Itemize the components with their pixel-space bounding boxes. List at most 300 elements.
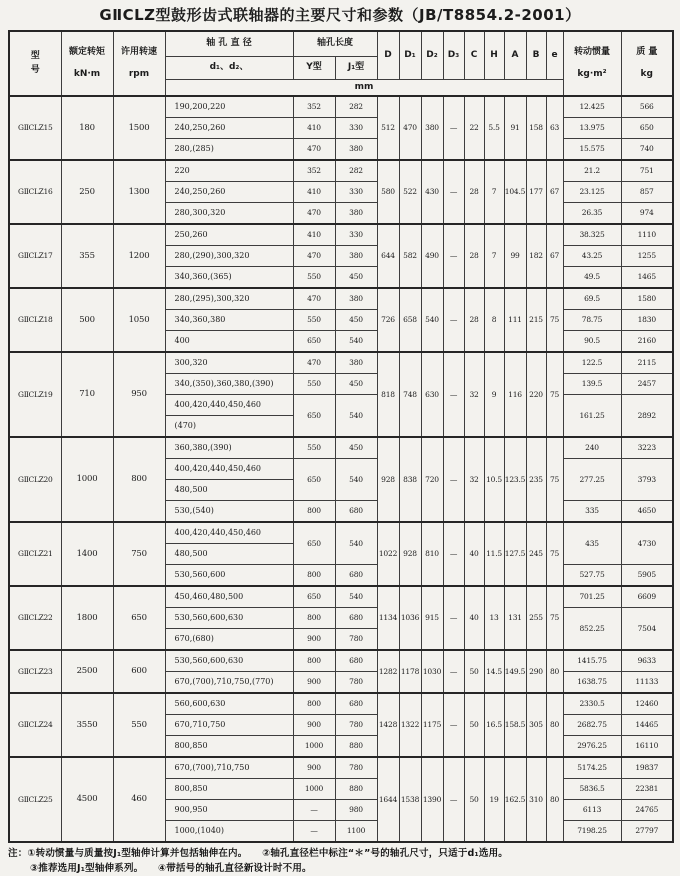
inertia-title: 转动惯量 — [574, 46, 611, 57]
speed-unit: rpm — [128, 69, 150, 79]
cell-speed: 1500 — [113, 96, 165, 160]
cell-inertia: 12.425 — [563, 96, 621, 118]
cell-length-y: 550 — [293, 310, 335, 331]
cell-length-j1: 540 — [335, 395, 377, 438]
cell-length-j1: 980 — [335, 800, 377, 821]
cell-dim-1: 1036 — [399, 586, 421, 650]
table-row — [9, 586, 673, 608]
cell-length-j1: 540 — [335, 459, 377, 501]
cell-dim-2: 490 — [421, 224, 443, 288]
cell-length-y: 410 — [293, 182, 335, 203]
cell-bore-diameters: 560,600,630 — [165, 693, 293, 715]
cell-dim-4: 50 — [464, 650, 484, 693]
col-header-mass — [621, 31, 673, 96]
cell-mass: 6609 — [621, 586, 673, 608]
cell-dim-7: 235 — [526, 437, 546, 522]
cell-length-y: 800 — [293, 501, 335, 523]
cell-inertia: 161.25 — [563, 395, 621, 438]
cell-length-j1: 380 — [335, 203, 377, 225]
cell-mass: 11133 — [621, 672, 673, 694]
cell-mass: 751 — [621, 160, 673, 182]
cell-length-y: 470 — [293, 352, 335, 374]
table-row — [9, 437, 673, 459]
cell-bore-diameters: 480,500 — [165, 480, 293, 501]
cell-speed: 550 — [113, 693, 165, 757]
col-header-dim-C: C — [464, 31, 484, 80]
cell-length-j1: 680 — [335, 650, 377, 672]
table-row — [9, 288, 673, 310]
cell-length-y: 900 — [293, 757, 335, 779]
cell-dim-5: 7 — [484, 224, 504, 288]
cell-dim-6: 131 — [504, 586, 526, 650]
col-header-model — [9, 31, 61, 96]
cell-inertia: 6113 — [563, 800, 621, 821]
cell-mass: 2160 — [621, 331, 673, 353]
cell-mass: 27797 — [621, 821, 673, 843]
cell-dim-5: 8 — [484, 288, 504, 352]
cell-dim-7: 182 — [526, 224, 546, 288]
cell-length-y: 650 — [293, 586, 335, 608]
cell-mass: 566 — [621, 96, 673, 118]
cell-dim-5: 10.5 — [484, 437, 504, 522]
cell-bore-diameters: 360,380,(390) — [165, 437, 293, 459]
cell-bore-diameters: 340,360,380 — [165, 310, 293, 331]
cell-length-y: 650 — [293, 395, 335, 438]
cell-length-j1: 330 — [335, 182, 377, 203]
cell-length-j1: 282 — [335, 96, 377, 118]
cell-dim-0: 818 — [377, 352, 399, 437]
cell-dim-3: — — [443, 288, 464, 352]
cell-dim-0: 644 — [377, 224, 399, 288]
cell-bore-diameters: 1000,(1040) — [165, 821, 293, 843]
cell-inertia: 15.575 — [563, 139, 621, 161]
cell-bore-diameters: 400 — [165, 331, 293, 353]
cell-length-y: — — [293, 821, 335, 843]
cell-dim-5: 11.5 — [484, 522, 504, 586]
cell-length-y: 410 — [293, 118, 335, 139]
cell-length-j1: 330 — [335, 224, 377, 246]
cell-dim-5: 9 — [484, 352, 504, 437]
cell-dim-6: 99 — [504, 224, 526, 288]
cell-speed: 600 — [113, 650, 165, 693]
cell-rated-torque: 1400 — [61, 522, 113, 586]
cell-bore-diameters: 480,500 — [165, 544, 293, 565]
col-header-bore-diameter: 轴 孔 直 径 — [165, 31, 293, 57]
cell-mass: 14465 — [621, 715, 673, 736]
cell-bore-diameters: 530,560,600,630 — [165, 650, 293, 672]
cell-model: GⅡCLZ23 — [9, 650, 61, 693]
cell-mass: 650 — [621, 118, 673, 139]
cell-dim-8: 80 — [546, 650, 563, 693]
cell-bore-diameters: 530,560,600,630 — [165, 608, 293, 629]
cell-bore-diameters: 400,420,440,450,460 — [165, 459, 293, 480]
cell-bore-diameters: 250,260 — [165, 224, 293, 246]
cell-dim-7: 290 — [526, 650, 546, 693]
cell-inertia: 2976.25 — [563, 736, 621, 758]
cell-rated-torque: 180 — [61, 96, 113, 160]
cell-mass: 1255 — [621, 246, 673, 267]
cell-inertia: 5836.5 — [563, 779, 621, 800]
cell-mass: 19837 — [621, 757, 673, 779]
table-body — [9, 96, 673, 842]
cell-dim-2: 380 — [421, 96, 443, 160]
cell-model: GⅡCLZ15 — [9, 96, 61, 160]
cell-dim-8: 75 — [546, 586, 563, 650]
cell-dim-1: 582 — [399, 224, 421, 288]
cell-dim-7: 215 — [526, 288, 546, 352]
cell-dim-6: 116 — [504, 352, 526, 437]
cell-dim-4: 40 — [464, 522, 484, 586]
cell-bore-diameters: 530,(540) — [165, 501, 293, 523]
cell-rated-torque: 500 — [61, 288, 113, 352]
cell-inertia: 1638.75 — [563, 672, 621, 694]
col-header-dim-H: H — [484, 31, 504, 80]
unit-mm-cell: mm — [165, 80, 563, 97]
cell-dim-0: 512 — [377, 96, 399, 160]
cell-bore-diameters: 670,(700),710,750 — [165, 757, 293, 779]
cell-mass: 22381 — [621, 779, 673, 800]
cell-dim-8: 75 — [546, 437, 563, 522]
cell-inertia: 335 — [563, 501, 621, 523]
cell-dim-3: — — [443, 586, 464, 650]
cell-bore-diameters: 800,850 — [165, 779, 293, 800]
cell-dim-4: 28 — [464, 288, 484, 352]
col-header-dim-D: D — [377, 31, 399, 80]
cell-length-y: 900 — [293, 672, 335, 694]
cell-length-j1: 680 — [335, 501, 377, 523]
col-header-inertia — [563, 31, 621, 96]
cell-length-j1: 880 — [335, 736, 377, 758]
col-header-dim-D3: D₃ — [443, 31, 464, 80]
cell-bore-diameters: 670,710,750 — [165, 715, 293, 736]
cell-dim-8: 75 — [546, 288, 563, 352]
cell-dim-1: 1178 — [399, 650, 421, 693]
cell-speed: 800 — [113, 437, 165, 522]
cell-bore-diameters: 900,950 — [165, 800, 293, 821]
cell-model: GⅡCLZ19 — [9, 352, 61, 437]
cell-mass: 5905 — [621, 565, 673, 587]
cell-inertia: 21.2 — [563, 160, 621, 182]
cell-dim-3: — — [443, 224, 464, 288]
col-header-dim-e: e — [546, 31, 563, 80]
cell-dim-8: 67 — [546, 224, 563, 288]
cell-inertia: 2330.5 — [563, 693, 621, 715]
cell-bore-diameters: 670,(700),710,750,(770) — [165, 672, 293, 694]
cell-bore-diameters: 240,250,260 — [165, 118, 293, 139]
cell-inertia: 69.5 — [563, 288, 621, 310]
cell-length-y: 470 — [293, 288, 335, 310]
cell-bore-diameters: 280,(290),300,320 — [165, 246, 293, 267]
note-line-1: 注：①转动惯量与质量按J₁型轴伸计算并包括轴伸在内。 ②轴孔直径栏中标注“＊”号的轴孔尺寸，只适于d₁选用。 — [8, 848, 508, 859]
cell-inertia: 122.5 — [563, 352, 621, 374]
cell-dim-4: 28 — [464, 160, 484, 224]
mass-unit: kg — [640, 69, 653, 79]
cell-mass: 2457 — [621, 374, 673, 395]
col-header-model-label: 型号 — [30, 51, 40, 75]
cell-bore-diameters: 190,200,220 — [165, 96, 293, 118]
cell-dim-6: 91 — [504, 96, 526, 160]
cell-mass: 4650 — [621, 501, 673, 523]
cell-dim-4: 22 — [464, 96, 484, 160]
cell-inertia: 49.5 — [563, 267, 621, 289]
cell-bore-diameters: 400,420,440,450,460 — [165, 395, 293, 416]
cell-length-j1: 540 — [335, 586, 377, 608]
cell-length-j1: 780 — [335, 715, 377, 736]
cell-length-j1: 1100 — [335, 821, 377, 843]
cell-speed: 460 — [113, 757, 165, 842]
cell-length-y: 800 — [293, 608, 335, 629]
cell-length-y: 900 — [293, 715, 335, 736]
rated-torque-title: 额定转矩 — [68, 46, 105, 57]
cell-length-j1: 680 — [335, 693, 377, 715]
page-title: GⅡCLZ型鼓形齿式联轴器的主要尺寸和参数（JB/T8854.2-2001） — [99, 6, 581, 24]
cell-dim-3: — — [443, 160, 464, 224]
cell-inertia: 5174.25 — [563, 757, 621, 779]
cell-dim-3: — — [443, 522, 464, 586]
cell-dim-2: 540 — [421, 288, 443, 352]
cell-dim-2: 430 — [421, 160, 443, 224]
cell-dim-7: 310 — [526, 757, 546, 842]
cell-length-j1: 380 — [335, 246, 377, 267]
cell-length-y: 650 — [293, 459, 335, 501]
cell-speed: 1300 — [113, 160, 165, 224]
cell-dim-8: 75 — [546, 522, 563, 586]
cell-dim-5: 19 — [484, 757, 504, 842]
col-header-dim-D2: D₂ — [421, 31, 443, 80]
cell-model: GⅡCLZ20 — [9, 437, 61, 522]
cell-dim-3: — — [443, 693, 464, 757]
cell-inertia: 78.75 — [563, 310, 621, 331]
cell-length-j1: 780 — [335, 757, 377, 779]
cell-length-y: 550 — [293, 437, 335, 459]
cell-bore-diameters: 450,460,480,500 — [165, 586, 293, 608]
cell-dim-1: 748 — [399, 352, 421, 437]
cell-dim-8: 63 — [546, 96, 563, 160]
inertia-unit: kg·m² — [577, 69, 607, 79]
cell-speed: 1050 — [113, 288, 165, 352]
cell-length-j1: 880 — [335, 779, 377, 800]
cell-rated-torque: 710 — [61, 352, 113, 437]
cell-dim-5: 5.5 — [484, 96, 504, 160]
table-row — [9, 160, 673, 182]
cell-dim-4: 50 — [464, 693, 484, 757]
cell-dim-6: 123.5 — [504, 437, 526, 522]
cell-bore-diameters: 280,(295),300,320 — [165, 288, 293, 310]
col-header-y-type: Y型 — [293, 57, 335, 80]
col-header-bore-diameter-symbols: d₁、d₂、 — [165, 57, 293, 80]
col-header-bore-length: 轴孔长度 — [293, 31, 377, 57]
cell-dim-8: 80 — [546, 693, 563, 757]
cell-dim-7: 255 — [526, 586, 546, 650]
cell-length-y: 650 — [293, 522, 335, 565]
cell-bore-diameters: 300,320 — [165, 352, 293, 374]
cell-mass: 1580 — [621, 288, 673, 310]
cell-model: GⅡCLZ24 — [9, 693, 61, 757]
rated-torque-unit: kN·m — [73, 69, 101, 79]
cell-dim-3: — — [443, 437, 464, 522]
cell-length-y: 470 — [293, 139, 335, 161]
cell-model: GⅡCLZ17 — [9, 224, 61, 288]
cell-length-j1: 540 — [335, 331, 377, 353]
cell-model: GⅡCLZ21 — [9, 522, 61, 586]
cell-dim-2: 1390 — [421, 757, 443, 842]
cell-length-y: 550 — [293, 374, 335, 395]
cell-length-j1: 680 — [335, 608, 377, 629]
cell-mass: 740 — [621, 139, 673, 161]
cell-length-j1: 680 — [335, 565, 377, 587]
table-notes — [8, 847, 672, 876]
cell-dim-7: 245 — [526, 522, 546, 586]
table-row — [9, 96, 673, 118]
cell-length-j1: 780 — [335, 672, 377, 694]
cell-length-y: 800 — [293, 565, 335, 587]
cell-inertia: 277.25 — [563, 459, 621, 501]
cell-dim-0: 1134 — [377, 586, 399, 650]
cell-mass: 4730 — [621, 522, 673, 565]
cell-bore-diameters: 280,(285) — [165, 139, 293, 161]
cell-inertia: 435 — [563, 522, 621, 565]
cell-dim-5: 16.5 — [484, 693, 504, 757]
cell-length-y: 650 — [293, 331, 335, 353]
cell-speed: 650 — [113, 586, 165, 650]
cell-dim-1: 470 — [399, 96, 421, 160]
cell-length-y: 800 — [293, 650, 335, 672]
cell-mass: 12460 — [621, 693, 673, 715]
cell-dim-0: 1282 — [377, 650, 399, 693]
cell-inertia: 701.25 — [563, 586, 621, 608]
cell-mass: 2115 — [621, 352, 673, 374]
col-header-j1-type: J₁型 — [335, 57, 377, 80]
cell-length-y: 470 — [293, 246, 335, 267]
col-header-dim-D1: D₁ — [399, 31, 421, 80]
speed-title: 许用转速 — [120, 46, 157, 57]
cell-rated-torque: 355 — [61, 224, 113, 288]
cell-dim-3: — — [443, 650, 464, 693]
cell-length-j1: 450 — [335, 437, 377, 459]
cell-speed: 750 — [113, 522, 165, 586]
cell-length-y: 900 — [293, 629, 335, 651]
cell-dim-4: 28 — [464, 224, 484, 288]
cell-dim-6: 158.5 — [504, 693, 526, 757]
cell-length-j1: 282 — [335, 160, 377, 182]
cell-length-y: 470 — [293, 203, 335, 225]
cell-dim-4: 50 — [464, 757, 484, 842]
note-line-2: ③推荐选用J₁型轴伸系列。 ④带括号的轴孔直径新设计时不用。 — [30, 862, 312, 874]
table-row — [9, 693, 673, 715]
cell-length-j1: 450 — [335, 267, 377, 289]
cell-dim-7: 177 — [526, 160, 546, 224]
cell-inertia: 90.5 — [563, 331, 621, 353]
table-row — [9, 352, 673, 374]
cell-length-j1: 540 — [335, 522, 377, 565]
cell-dim-6: 149.5 — [504, 650, 526, 693]
cell-model: GⅡCLZ25 — [9, 757, 61, 842]
cell-inertia: 852.25 — [563, 608, 621, 651]
col-header-dim-A: A — [504, 31, 526, 80]
cell-model: GⅡCLZ22 — [9, 586, 61, 650]
cell-rated-torque: 250 — [61, 160, 113, 224]
table-row — [9, 522, 673, 544]
cell-dim-1: 658 — [399, 288, 421, 352]
cell-inertia: 43.25 — [563, 246, 621, 267]
cell-dim-3: — — [443, 757, 464, 842]
cell-length-y: 1000 — [293, 779, 335, 800]
cell-bore-diameters: 530,560,600 — [165, 565, 293, 587]
cell-dim-0: 1644 — [377, 757, 399, 842]
cell-inertia: 139.5 — [563, 374, 621, 395]
cell-bore-diameters: 400,420,440,450,460 — [165, 522, 293, 544]
cell-mass: 9633 — [621, 650, 673, 672]
cell-dim-4: 32 — [464, 437, 484, 522]
cell-dim-0: 726 — [377, 288, 399, 352]
cell-mass: 3223 — [621, 437, 673, 459]
cell-dim-5: 14.5 — [484, 650, 504, 693]
cell-bore-diameters: 340,(350),360,380,(390) — [165, 374, 293, 395]
cell-inertia: 23.125 — [563, 182, 621, 203]
cell-mass: 7504 — [621, 608, 673, 651]
col-header-speed — [113, 31, 165, 96]
cell-inertia: 38.325 — [563, 224, 621, 246]
cell-rated-torque: 2500 — [61, 650, 113, 693]
cell-length-y: 800 — [293, 693, 335, 715]
cell-dim-1: 1322 — [399, 693, 421, 757]
cell-mass: 1465 — [621, 267, 673, 289]
cell-inertia: 1415.75 — [563, 650, 621, 672]
cell-dim-1: 838 — [399, 437, 421, 522]
cell-bore-diameters: 340,360,(365) — [165, 267, 293, 289]
cell-length-y: — — [293, 800, 335, 821]
cell-length-y: 410 — [293, 224, 335, 246]
cell-dim-6: 111 — [504, 288, 526, 352]
cell-dim-3: — — [443, 96, 464, 160]
cell-dim-2: 1030 — [421, 650, 443, 693]
cell-mass: 3793 — [621, 459, 673, 501]
table-row — [9, 650, 673, 672]
cell-mass: 24765 — [621, 800, 673, 821]
cell-dim-8: 75 — [546, 352, 563, 437]
cell-dim-4: 40 — [464, 586, 484, 650]
cell-inertia: 2682.75 — [563, 715, 621, 736]
cell-length-j1: 450 — [335, 310, 377, 331]
cell-mass: 1110 — [621, 224, 673, 246]
cell-dim-2: 720 — [421, 437, 443, 522]
cell-speed: 1200 — [113, 224, 165, 288]
cell-speed: 950 — [113, 352, 165, 437]
parameters-table — [8, 30, 674, 843]
cell-rated-torque: 1000 — [61, 437, 113, 522]
cell-inertia: 13.975 — [563, 118, 621, 139]
cell-mass: 2892 — [621, 395, 673, 438]
cell-dim-2: 1175 — [421, 693, 443, 757]
cell-dim-0: 580 — [377, 160, 399, 224]
table-row — [9, 224, 673, 246]
cell-mass: 16110 — [621, 736, 673, 758]
col-header-dim-B: B — [526, 31, 546, 80]
cell-inertia: 527.75 — [563, 565, 621, 587]
cell-model: GⅡCLZ16 — [9, 160, 61, 224]
cell-dim-7: 220 — [526, 352, 546, 437]
cell-dim-7: 158 — [526, 96, 546, 160]
cell-rated-torque: 4500 — [61, 757, 113, 842]
cell-bore-diameters: 800,850 — [165, 736, 293, 758]
mass-title: 质 量 — [636, 46, 658, 57]
cell-bore-diameters: 670,(680) — [165, 629, 293, 651]
cell-dim-2: 915 — [421, 586, 443, 650]
cell-dim-1: 1538 — [399, 757, 421, 842]
cell-dim-5: 7 — [484, 160, 504, 224]
cell-rated-torque: 3550 — [61, 693, 113, 757]
cell-length-j1: 780 — [335, 629, 377, 651]
